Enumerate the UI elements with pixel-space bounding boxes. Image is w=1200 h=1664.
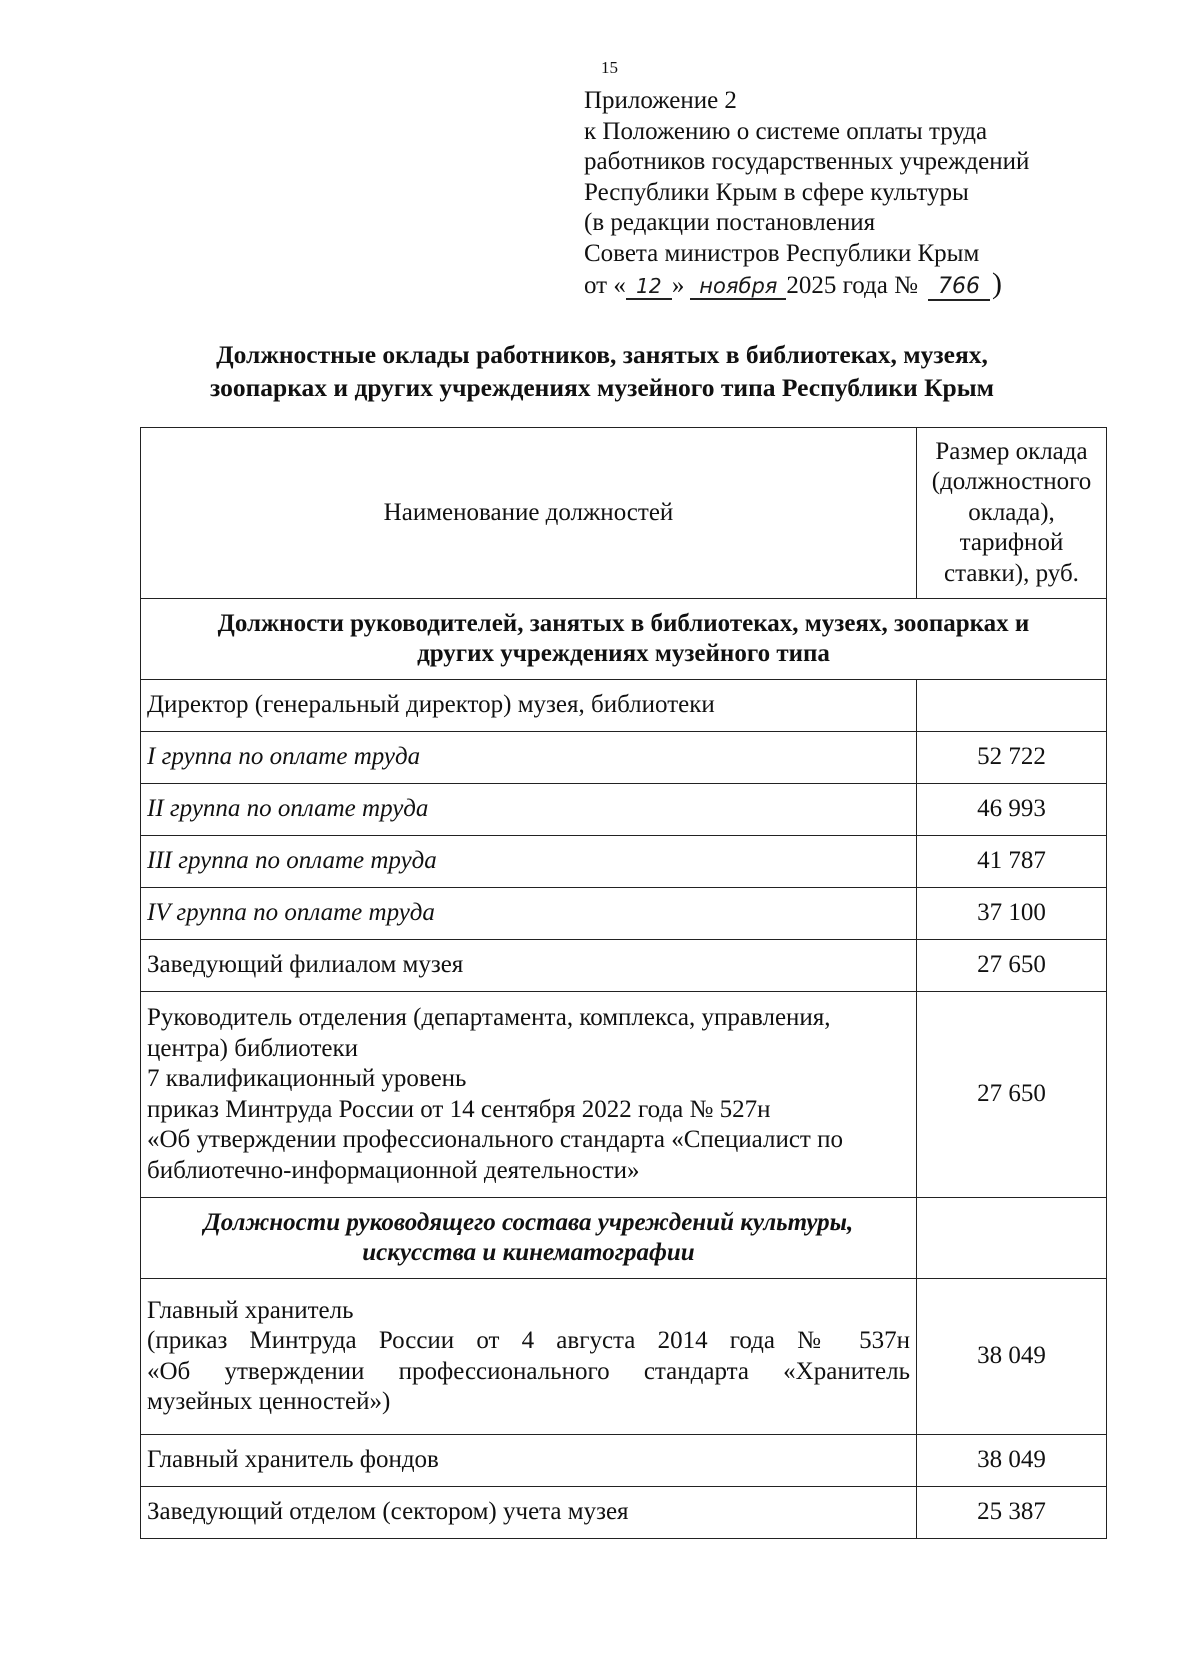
position-line: библиотечно-информационной деятельности»	[147, 1156, 640, 1184]
salary-value	[917, 1198, 1107, 1279]
position-name: Директор (генеральный директор) музея, библиотеки	[141, 680, 917, 732]
appendix-line: (в редакции постановления	[584, 209, 876, 236]
appendix-line: работников государственных учреждений	[584, 148, 1030, 175]
table-header-row	[141, 428, 1107, 599]
position-name: IV группа по оплате труда	[141, 888, 917, 940]
position-line: «Об утверждении профессионального стандарта «Специалист по	[147, 1126, 843, 1153]
position-name: Главный хранитель фондов	[141, 1435, 917, 1487]
section-line: Должности руководящего состава учреждений культуры,	[203, 1208, 854, 1236]
table-row	[141, 1279, 1107, 1435]
position-line: Главный хранитель	[147, 1296, 354, 1324]
salary-value: 37 100	[917, 888, 1107, 940]
section-heading-culture-managers	[141, 1198, 917, 1279]
appendix-line: Совета министров Республики Крым	[584, 239, 980, 267]
date-year-text: 2025 года №	[786, 272, 918, 299]
position-line: (приказ Минтруда России от 4 августа 2014 года № 537н	[147, 1327, 910, 1354]
position-line: «Об утверждении профессионального стандарта «Хранитель	[147, 1357, 910, 1385]
salary-value: 41 787	[917, 836, 1107, 888]
position-line: приказ Минтруда России от 14 сентября 2022 года № 527н	[147, 1095, 771, 1123]
resolution-date-line	[584, 269, 1104, 302]
appendix-line: к Положению о системе оплаты труда	[584, 117, 988, 145]
position-name: I группа по оплате труда	[141, 732, 917, 784]
salary-value: 38 049	[917, 1435, 1107, 1487]
table-row	[141, 784, 1107, 836]
section-line: Должности руководителей, занятых в библиотеках, музеях, зоопарках и	[217, 609, 1030, 637]
position-name	[141, 1279, 917, 1435]
position-line: 7 квалификационный уровень	[147, 1065, 467, 1092]
header-line: Размер оклада	[935, 437, 1088, 465]
position-name	[141, 992, 917, 1198]
date-prefix: от «	[584, 272, 626, 299]
position-name: II группа по оплате труда	[141, 784, 917, 836]
handwritten-doc-number: 766	[928, 275, 990, 301]
table-row	[141, 836, 1107, 888]
page-number: 15	[601, 58, 618, 77]
column-header-position: Наименование должностей	[141, 428, 917, 599]
appendix-line: Приложение 2	[584, 87, 737, 114]
header-line: (должностного	[931, 468, 1092, 496]
title-line: зоопарках и других учреждениях музейного типа Республики Крым	[209, 373, 995, 402]
table-row	[141, 992, 1107, 1198]
table-row	[141, 1487, 1107, 1539]
header-line: оклада),	[968, 498, 1055, 526]
section-row	[141, 599, 1107, 680]
column-header-salary	[917, 428, 1107, 599]
section-line: других учреждениях музейного типа	[417, 640, 830, 667]
salary-table	[140, 427, 1107, 1539]
section-row	[141, 1198, 1107, 1279]
table-row	[141, 1435, 1107, 1487]
salary-value: 38 049	[917, 1279, 1107, 1435]
position-name: III группа по оплате труда	[141, 836, 917, 888]
appendix-line: Республики Крым в сфере культуры	[584, 178, 969, 206]
table-row	[141, 888, 1107, 940]
section-heading-managers	[141, 599, 1107, 680]
salary-value: 46 993	[917, 784, 1107, 836]
date-mid: »	[671, 272, 685, 299]
salary-value: 27 650	[917, 940, 1107, 992]
table-row	[141, 940, 1107, 992]
salary-value: 52 722	[917, 732, 1107, 784]
salary-value	[917, 680, 1107, 732]
section-line: искусства и кинематографии	[362, 1239, 695, 1266]
handwritten-month: ноября	[690, 274, 786, 300]
position-line: Руководитель отделения (департамента, комплекса, управления,	[147, 1004, 831, 1031]
position-line: музейных ценностей»)	[147, 1388, 391, 1415]
position-name: Заведующий отделом (сектором) учета музея	[141, 1487, 917, 1539]
position-line: центра) библиотеки	[147, 1034, 359, 1062]
document-title	[120, 338, 1084, 404]
header-line: тарифной	[959, 529, 1064, 557]
handwritten-day: 12	[626, 274, 672, 300]
title-line: Должностные оклады работников, занятых в библиотеках, музеях,	[216, 340, 988, 369]
table-row	[141, 680, 1107, 732]
position-name: Заведующий филиалом музея	[141, 940, 917, 992]
header-line: ставки), руб.	[944, 559, 1079, 587]
closing-paren: )	[991, 267, 1002, 300]
appendix-block	[584, 86, 1104, 302]
salary-value: 25 387	[917, 1487, 1107, 1539]
salary-value: 27 650	[917, 992, 1107, 1198]
table-row	[141, 732, 1107, 784]
